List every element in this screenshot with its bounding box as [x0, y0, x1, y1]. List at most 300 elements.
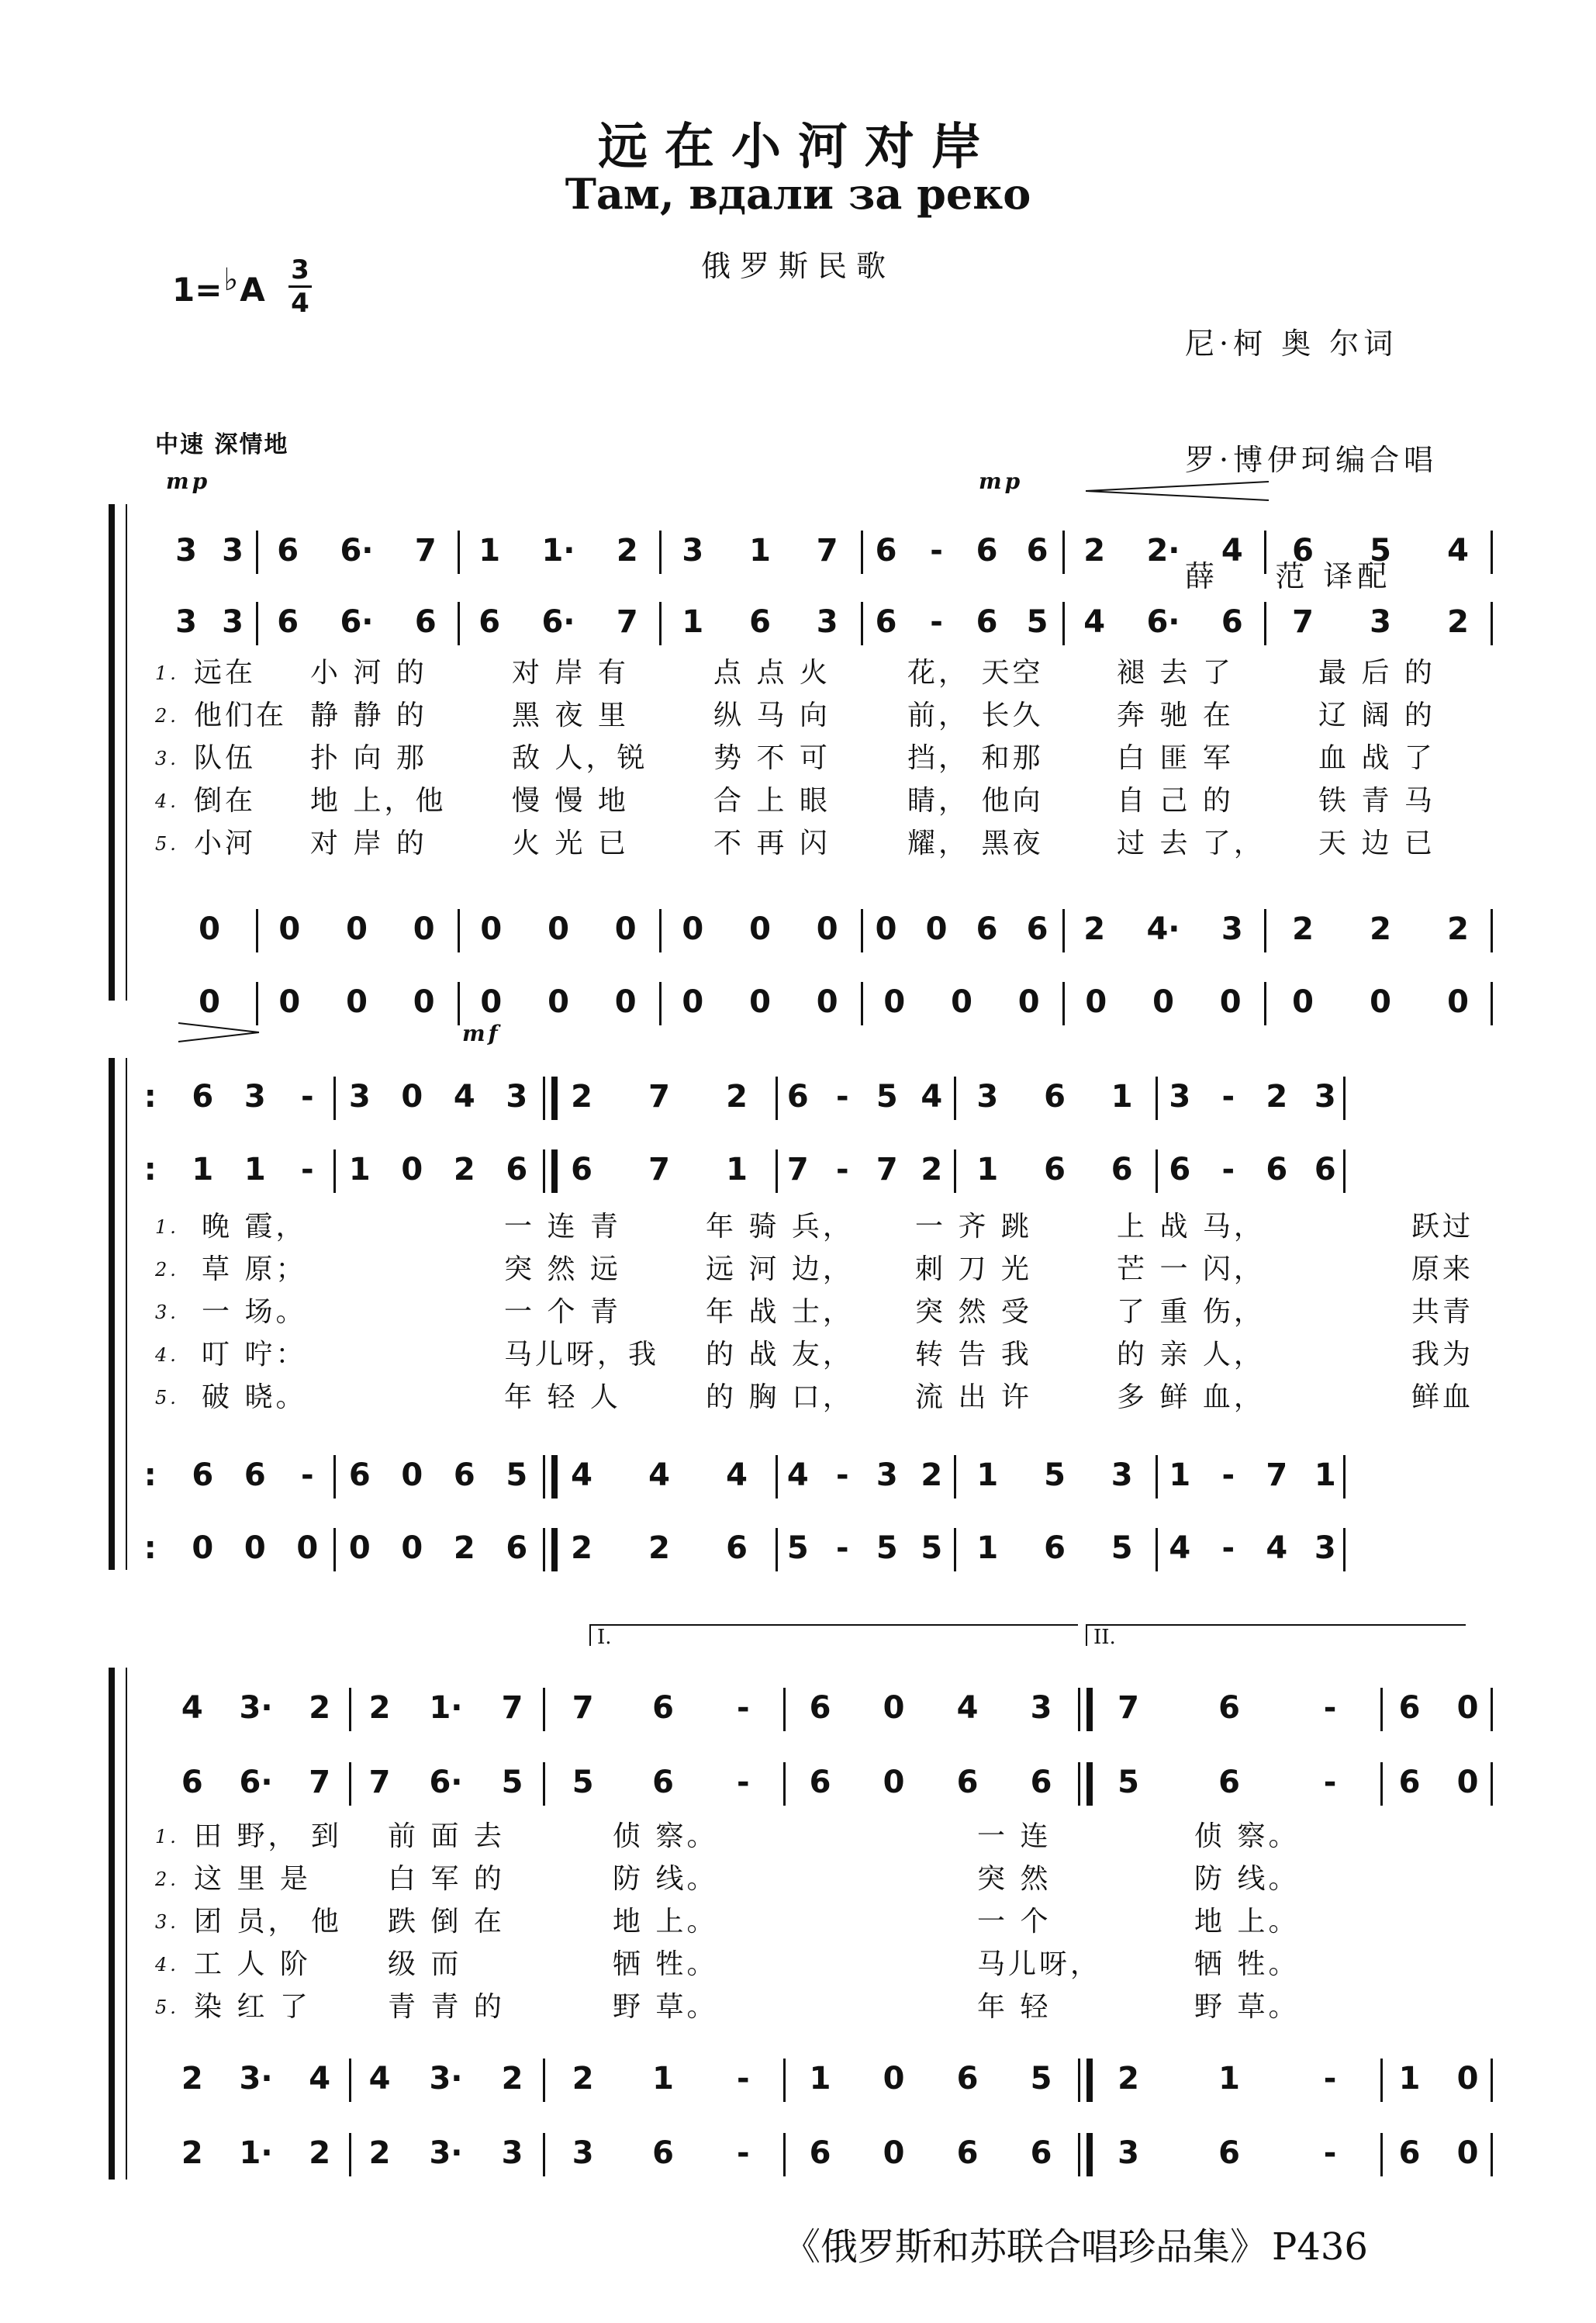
- note: 3: [1314, 1530, 1336, 1566]
- note: 0: [883, 1765, 905, 1800]
- note: 3: [175, 533, 197, 569]
- measure: [543, 1073, 776, 1120]
- note: 0: [682, 984, 704, 1020]
- note: 6: [571, 1152, 592, 1187]
- note: 7: [786, 1152, 809, 1187]
- tempo-marking: 中速 深情地: [155, 431, 289, 458]
- voice-part-row: [109, 1073, 1489, 1120]
- verse-number: 1.: [155, 1216, 179, 1238]
- note: 4: [181, 1690, 203, 1726]
- note: 5: [921, 1530, 943, 1566]
- note: 6: [956, 1765, 979, 1800]
- time-signature: [287, 256, 313, 317]
- note: -: [737, 1765, 750, 1800]
- volta-second-ending: II.: [1086, 1624, 1466, 1646]
- note: 3: [244, 1079, 266, 1115]
- measure: [1156, 1073, 1349, 1120]
- note: 6: [652, 1690, 674, 1726]
- note: 0: [883, 984, 906, 1020]
- title-chinese: 远在小河对岸: [598, 118, 998, 176]
- note: 0: [401, 1457, 423, 1493]
- lyric-segment: 原来: [1411, 1253, 1474, 1285]
- lyric-segment: 这 里 是: [194, 1863, 311, 1895]
- note: 0: [1447, 984, 1469, 1020]
- measure: [861, 906, 1062, 952]
- measure: [124, 1525, 333, 1571]
- note: 0: [296, 1530, 319, 1566]
- lyric-segment: 铁 青 马: [1318, 785, 1435, 817]
- note: 3: [1221, 911, 1243, 947]
- note: 7: [501, 1690, 523, 1726]
- measure: [659, 527, 861, 574]
- note: 2: [368, 1690, 391, 1726]
- note: 3: [1118, 2135, 1139, 2171]
- lyric-segment: 年 骑 兵，: [706, 1211, 854, 1243]
- lyric-segment: 田 野， 到: [194, 1820, 342, 1852]
- note: 0: [346, 911, 368, 947]
- note: 0: [548, 911, 569, 947]
- lyric-verse-5: [132, 1378, 1497, 1418]
- measure: [163, 527, 256, 574]
- note: 5: [876, 1079, 898, 1115]
- note: 0: [548, 984, 569, 1020]
- note: 3·: [429, 2135, 463, 2171]
- measure: [776, 1452, 954, 1499]
- note: 2: [571, 1079, 592, 1115]
- note: 3·: [429, 2061, 463, 2097]
- measure: [783, 2055, 1078, 2102]
- lyric-verse-3: [132, 738, 1497, 779]
- note: 0: [749, 984, 771, 1020]
- note: 7: [616, 604, 638, 640]
- note: 6: [414, 604, 437, 640]
- lyric-segment: 流 出 许: [915, 1381, 1032, 1413]
- note: 0: [883, 2135, 905, 2171]
- time-sig-top: 3: [291, 254, 309, 285]
- note: 1: [1314, 1457, 1336, 1493]
- lyric-segment: 级 而: [388, 1948, 462, 1980]
- lyric-segment: 刺 刀 光: [915, 1253, 1032, 1285]
- note: 6: [875, 533, 897, 569]
- measure: [124, 1452, 333, 1499]
- measure: [1380, 1759, 1497, 1806]
- measure: [1062, 979, 1264, 1025]
- note: 0: [614, 984, 637, 1020]
- measure: [861, 979, 1062, 1025]
- barline: [1491, 1688, 1493, 1731]
- note: 0: [1085, 984, 1107, 1020]
- lyric-segment: 叮 咛：: [202, 1339, 307, 1371]
- note: 6: [277, 604, 299, 640]
- time-sig-bottom: 4: [291, 288, 309, 319]
- note: 0: [614, 911, 637, 947]
- lyric-segment: 前 面 去: [388, 1820, 505, 1852]
- note: -: [835, 1152, 849, 1187]
- measure: [458, 906, 659, 952]
- lyric-segment: 地 上，他: [310, 785, 447, 817]
- lyric-segment: 跃过: [1411, 1211, 1474, 1243]
- note: 1: [1218, 2061, 1240, 2097]
- note: 2: [1370, 911, 1391, 947]
- note: 3: [572, 2135, 594, 2171]
- note: 6·: [239, 1765, 273, 1800]
- lyric-segment: 不 再 闪: [713, 828, 831, 859]
- voice-part-row: [109, 527, 1489, 574]
- lyric-segment: 花， 天空: [907, 657, 1044, 689]
- lyric-segment: 了 重 伤，: [1117, 1296, 1265, 1328]
- note: 1: [192, 1152, 214, 1187]
- note: 1: [348, 1152, 371, 1187]
- note: 1: [809, 2061, 831, 2097]
- lyric-verse-5: [132, 824, 1497, 864]
- note: 6·: [340, 533, 374, 569]
- barline: [1491, 531, 1493, 574]
- note: 6: [809, 1765, 831, 1800]
- note: 6: [1030, 1765, 1052, 1800]
- note: -: [737, 2061, 750, 2097]
- measure: [1264, 906, 1497, 952]
- measure: [783, 1759, 1078, 1806]
- lyric-verse-2: [132, 696, 1497, 736]
- note: 6·: [340, 604, 374, 640]
- measure: [163, 599, 256, 645]
- note: 2: [453, 1152, 475, 1187]
- source-book: 《俄罗斯和苏联合唱珍品集》: [783, 2225, 1268, 2269]
- measure: [1078, 2130, 1380, 2176]
- measure: [543, 2130, 783, 2176]
- note: 6: [1218, 1765, 1240, 1800]
- barline: [1491, 982, 1493, 1025]
- note: 3: [1030, 1690, 1052, 1726]
- lyric-segment: 纵 马 向: [713, 700, 831, 731]
- note: 2: [726, 1079, 748, 1115]
- note: 6: [976, 533, 998, 569]
- lyric-segment: 对 岸 有: [512, 657, 629, 689]
- measure: [458, 599, 659, 645]
- lyric-segment: 自 己 的: [1117, 785, 1234, 817]
- note: 6: [875, 604, 897, 640]
- note: 0: [199, 984, 220, 1020]
- score-system-1: [109, 504, 1489, 1020]
- note: 5: [876, 1530, 898, 1566]
- voice-part-row: [109, 979, 1489, 1025]
- note: 6: [181, 1765, 203, 1800]
- note: 0: [816, 911, 838, 947]
- note: 0: [1292, 984, 1314, 1020]
- note: 2: [1083, 911, 1106, 947]
- lyric-segment: 共青: [1411, 1296, 1474, 1328]
- lyric-segment: 的 亲 人，: [1117, 1339, 1265, 1371]
- note: 5: [1026, 604, 1048, 640]
- note: 4: [726, 1457, 748, 1493]
- credit-lyricist: 尼·柯 奥 尔词: [1185, 327, 1398, 361]
- measure: [659, 906, 861, 952]
- lyric-segment: 年 轻 人: [504, 1381, 621, 1413]
- note: 7: [816, 533, 838, 569]
- note: 3: [816, 604, 838, 640]
- note: 6: [726, 1530, 748, 1566]
- note: 6: [453, 1457, 475, 1493]
- lyric-segment: 侦 察。: [1194, 1820, 1300, 1852]
- measure: [1156, 1525, 1349, 1571]
- measure: [659, 979, 861, 1025]
- note: 6: [1030, 2135, 1052, 2171]
- lyric-segment: 势 不 可: [713, 742, 831, 774]
- note: 2: [1266, 1079, 1288, 1115]
- measure: [1078, 1759, 1380, 1806]
- note: 6·: [429, 1765, 463, 1800]
- note: 0: [951, 984, 972, 1020]
- measure: [1380, 2130, 1497, 2176]
- note: 4: [786, 1457, 809, 1493]
- measure: [954, 1146, 1156, 1193]
- note: 1·: [239, 2135, 273, 2171]
- note: 3: [175, 604, 197, 640]
- voice-part-row: [109, 1685, 1489, 1731]
- voice-part-row: [109, 1452, 1489, 1499]
- lyric-segment: 牺 牲。: [1194, 1948, 1300, 1980]
- note: 6: [1111, 1152, 1133, 1187]
- lyric-segment: 黑 夜 里: [512, 700, 629, 731]
- note: -: [300, 1457, 314, 1493]
- lyric-verse-2: [132, 1250, 1497, 1290]
- note: -: [1221, 1079, 1235, 1115]
- lyric-segment: 一 个 青: [504, 1296, 621, 1328]
- verse-number: 1.: [155, 1826, 179, 1848]
- note: 5: [1111, 1530, 1133, 1566]
- note: 4: [571, 1457, 592, 1493]
- lyric-segment: 野 草。: [1194, 1991, 1300, 2023]
- lyric-segment: 队伍: [194, 742, 257, 774]
- note: 2: [616, 533, 638, 569]
- note: 6·: [1146, 604, 1180, 640]
- note: 7: [648, 1152, 670, 1187]
- page-number: P436: [1272, 2225, 1368, 2269]
- lyric-segment: 小 河 的: [310, 657, 427, 689]
- measure: [1380, 2055, 1497, 2102]
- lyric-segment: 晚 霞，: [202, 1211, 307, 1243]
- verse-number: 2.: [155, 1868, 179, 1890]
- note: 6: [1218, 1690, 1240, 1726]
- note: 0: [1017, 984, 1040, 1020]
- measure: [163, 2055, 349, 2102]
- lyric-segment: 的 胸 口，: [706, 1381, 854, 1413]
- measure: [954, 1073, 1156, 1120]
- verse-number: 5.: [155, 833, 179, 855]
- note: 3: [348, 1079, 371, 1115]
- note: 6: [1266, 1152, 1288, 1187]
- note: 6: [749, 604, 771, 640]
- note: 6: [652, 2135, 674, 2171]
- lyric-verse-3: [132, 1292, 1497, 1333]
- barline: [1343, 1077, 1346, 1120]
- lyric-segment: 突 然 远: [504, 1253, 621, 1285]
- lyric-segment: 前， 长久: [907, 700, 1044, 731]
- verse-number: 2.: [155, 705, 179, 727]
- note: 0: [413, 984, 435, 1020]
- note: 6: [1398, 1690, 1421, 1726]
- note: 4: [1083, 604, 1106, 640]
- note: 6: [1044, 1079, 1066, 1115]
- lyric-verse-1: [132, 653, 1497, 693]
- crescendo-hairpin: [1086, 479, 1272, 503]
- note: -: [835, 1457, 849, 1493]
- note: -: [737, 2135, 750, 2171]
- note: -: [835, 1079, 849, 1115]
- lyric-segment: 褪 去 了: [1117, 657, 1234, 689]
- note: 0: [401, 1079, 423, 1115]
- lyric-verse-1: [132, 1207, 1497, 1247]
- barline: [1343, 1149, 1346, 1193]
- note: 3: [1169, 1079, 1191, 1115]
- lyric-segment: 染 红 了: [194, 1991, 311, 2023]
- note: 1: [652, 2061, 674, 2097]
- note: 0: [199, 911, 220, 947]
- measure: [776, 1073, 954, 1120]
- note: 0: [1456, 1690, 1479, 1726]
- note: -: [1221, 1530, 1235, 1566]
- verse-number: 3.: [155, 1302, 179, 1323]
- note: 0: [348, 1530, 371, 1566]
- lyric-segment: 静 静 的: [310, 700, 427, 731]
- note: 2: [1083, 533, 1106, 569]
- note: 0: [401, 1530, 423, 1566]
- note: 4·: [1146, 911, 1180, 947]
- note: 4: [453, 1079, 475, 1115]
- lyric-segment: 远 河 边，: [706, 1253, 854, 1285]
- note: 6: [1221, 604, 1243, 640]
- measure: [543, 1146, 776, 1193]
- note: 6: [478, 604, 501, 640]
- flat-icon: ♭: [223, 262, 239, 298]
- note: -: [930, 533, 943, 569]
- note: 0: [244, 1530, 266, 1566]
- lyric-segment: 倒在: [194, 785, 257, 817]
- genre-label: 俄罗斯民歌: [700, 249, 895, 283]
- voice-part-row: [109, 2055, 1489, 2102]
- note: 4: [956, 1690, 979, 1726]
- note: 5: [1030, 2061, 1052, 2097]
- note: 1·: [429, 1690, 463, 1726]
- note: 0: [1456, 2061, 1479, 2097]
- verse-number: 3.: [155, 1911, 179, 1933]
- measure: [783, 1685, 1078, 1731]
- note: 1: [726, 1152, 748, 1187]
- lyric-segment: 敌 人，锐: [512, 742, 648, 774]
- note: 2: [181, 2135, 203, 2171]
- lyric-segment: 芒 一 闪，: [1117, 1253, 1265, 1285]
- note: 7: [1266, 1457, 1288, 1493]
- lyric-segment: 马儿呀，: [977, 1948, 1102, 1980]
- barline: [1343, 1528, 1346, 1571]
- lyric-verse-1: [132, 1817, 1497, 1857]
- note: 6: [956, 2061, 979, 2097]
- note: :: [143, 1152, 157, 1187]
- lyric-segment: 最 后 的: [1318, 657, 1435, 689]
- measure: [163, 2130, 349, 2176]
- verse-number: 4.: [155, 1954, 179, 1976]
- note: 0: [682, 911, 704, 947]
- note: 6: [976, 911, 998, 947]
- measure: [1264, 979, 1497, 1025]
- lyric-segment: 火 光 已: [512, 828, 629, 859]
- note: 6: [1314, 1152, 1336, 1187]
- barline: [1491, 1762, 1493, 1806]
- measure: [256, 599, 458, 645]
- measure: [861, 599, 1062, 645]
- lyric-segment: 慢 慢 地: [512, 785, 629, 817]
- note: 0: [925, 911, 948, 947]
- note: 3·: [239, 1690, 273, 1726]
- note: 1: [244, 1152, 266, 1187]
- measure: [659, 599, 861, 645]
- lyric-segment: 防 线。: [1194, 1863, 1300, 1895]
- note: 2: [921, 1152, 943, 1187]
- note: 6·: [541, 604, 575, 640]
- measure: [1264, 599, 1497, 645]
- note: 1: [976, 1530, 999, 1566]
- note: 3: [1370, 604, 1391, 640]
- note: 0: [749, 911, 771, 947]
- voice-part-row: [109, 1146, 1489, 1193]
- lyric-segment: 白 匪 军: [1117, 742, 1234, 774]
- note: 2·: [1146, 533, 1180, 569]
- lyric-segment: 年 轻: [977, 1991, 1052, 2023]
- measure: [333, 1452, 543, 1499]
- note: 0: [883, 2061, 905, 2097]
- note: 3: [222, 533, 244, 569]
- note: 2: [648, 1530, 670, 1566]
- note: 2: [501, 2061, 523, 2097]
- note: 5: [786, 1530, 809, 1566]
- lyric-verse-4: [132, 781, 1497, 821]
- note: 0: [1370, 984, 1391, 1020]
- lyric-segment: 对 岸 的: [310, 828, 427, 859]
- measure: [349, 1685, 543, 1731]
- lyric-segment: 转 告 我: [915, 1339, 1032, 1371]
- measure: [458, 979, 659, 1025]
- lyric-verse-2: [132, 1859, 1497, 1900]
- note: 3·: [239, 2061, 273, 2097]
- note: 6: [956, 2135, 979, 2171]
- note: 7: [368, 1765, 391, 1800]
- note: 5: [1044, 1457, 1066, 1493]
- lyric-segment: 我为: [1411, 1339, 1474, 1371]
- measure: [349, 2055, 543, 2102]
- note: 1: [1398, 2061, 1421, 2097]
- note: 0: [278, 984, 301, 1020]
- note: 2: [1118, 2061, 1139, 2097]
- note: 5: [506, 1457, 528, 1493]
- key-signature: 1=♭A: [172, 262, 265, 309]
- voice-part-row: [109, 1525, 1489, 1571]
- note: 6: [652, 1765, 674, 1800]
- title-russian: Там, вдали за реко: [565, 169, 1031, 219]
- note: :: [143, 1530, 157, 1566]
- barline: [1491, 909, 1493, 952]
- note: :: [143, 1079, 157, 1115]
- note: 3: [876, 1457, 898, 1493]
- lyric-verse-3: [132, 1902, 1497, 1942]
- verse-number: 5.: [155, 1387, 179, 1409]
- note: 4: [921, 1079, 943, 1115]
- measure: [783, 2130, 1078, 2176]
- note: 4: [1221, 533, 1243, 569]
- measure: [776, 1146, 954, 1193]
- note: 0: [401, 1152, 423, 1187]
- note: 1: [749, 533, 771, 569]
- note: 2: [1292, 911, 1314, 947]
